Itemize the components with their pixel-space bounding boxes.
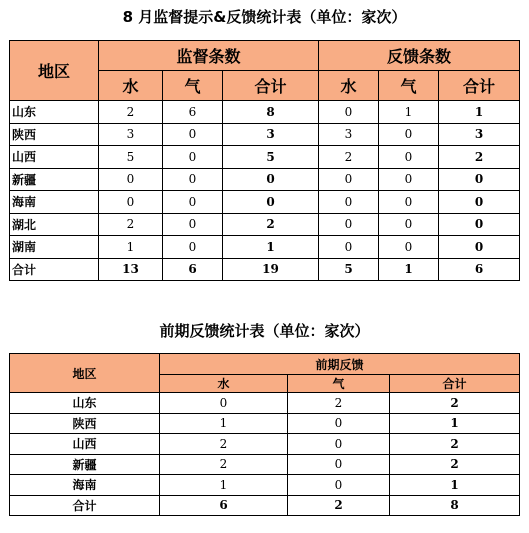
table-row — [10, 191, 520, 214]
feedback-water-cell: 2 — [319, 146, 379, 169]
supervision-water-header: 水 — [99, 71, 163, 101]
table-row — [10, 213, 520, 236]
feedback-total-cell: 3 — [439, 123, 520, 146]
supervision-air-cell: 6 — [163, 258, 223, 281]
feedback-water-cell: 3 — [319, 123, 379, 146]
table-row — [10, 434, 520, 455]
supervision-water-cell: 2 — [99, 213, 163, 236]
feedback-total-header: 合计 — [439, 71, 520, 101]
total-cell: 2 — [390, 393, 520, 414]
air-header: 气 — [288, 375, 390, 393]
feedback-air-cell: 1 — [379, 101, 439, 124]
table-row — [10, 475, 520, 496]
air-cell: 0 — [288, 454, 390, 475]
feedback-air-cell: 0 — [379, 123, 439, 146]
region-cell: 合计 — [10, 495, 160, 516]
air-cell: 2 — [288, 495, 390, 516]
feedback-air-cell: 0 — [379, 213, 439, 236]
total-header: 合计 — [390, 375, 520, 393]
total-cell: 8 — [390, 495, 520, 516]
supervision-total-cell: 0 — [223, 191, 319, 214]
feedback-air-cell: 0 — [379, 191, 439, 214]
feedback-water-cell: 0 — [319, 101, 379, 124]
region-header: 地区 — [10, 354, 160, 393]
supervision-total-cell: 8 — [223, 101, 319, 124]
total-cell: 2 — [390, 454, 520, 475]
water-cell: 2 — [160, 434, 288, 455]
previous-feedback-group-header: 前期反馈 — [160, 354, 520, 375]
feedback-air-header: 气 — [379, 71, 439, 101]
supervision-air-cell: 0 — [163, 146, 223, 169]
previous-feedback-table — [9, 353, 520, 516]
air-cell: 2 — [288, 393, 390, 414]
region-cell: 新疆 — [10, 168, 99, 191]
table-row — [10, 146, 520, 169]
region-cell: 海南 — [10, 191, 99, 214]
feedback-total-cell: 2 — [439, 146, 520, 169]
region-cell: 海南 — [10, 475, 160, 496]
supervision-air-cell: 0 — [163, 191, 223, 214]
total-cell: 1 — [390, 413, 520, 434]
feedback-total-cell: 0 — [439, 191, 520, 214]
feedback-total-cell: 0 — [439, 236, 520, 259]
table-row — [10, 495, 520, 516]
supervision-total-cell: 19 — [223, 258, 319, 281]
table1-title: 8 月监督提示&反馈统计表（单位：家次） — [122, 8, 407, 26]
table-row — [10, 454, 520, 475]
table-row — [10, 393, 520, 414]
supervision-water-cell: 5 — [99, 146, 163, 169]
feedback-group-header: 反馈条数 — [319, 41, 520, 71]
table-row — [10, 168, 520, 191]
supervision-air-cell: 0 — [163, 168, 223, 191]
supervision-air-cell: 0 — [163, 213, 223, 236]
supervision-water-cell: 0 — [99, 168, 163, 191]
water-header: 水 — [160, 375, 288, 393]
feedback-water-cell: 0 — [319, 168, 379, 191]
supervision-group-header: 监督条数 — [99, 41, 319, 71]
region-cell: 山西 — [10, 146, 99, 169]
table-row — [10, 101, 520, 124]
feedback-total-cell: 6 — [439, 258, 520, 281]
feedback-air-cell: 0 — [379, 236, 439, 259]
supervision-water-cell: 13 — [99, 258, 163, 281]
total-cell: 2 — [390, 434, 520, 455]
water-cell: 6 — [160, 495, 288, 516]
table-row — [10, 413, 520, 434]
supervision-total-cell: 3 — [223, 123, 319, 146]
region-cell: 山西 — [10, 434, 160, 455]
supervision-total-cell: 1 — [223, 236, 319, 259]
supervision-air-header: 气 — [163, 71, 223, 101]
region-cell: 山东 — [10, 101, 99, 124]
table2-title: 前期反馈统计表（单位：家次） — [159, 322, 370, 340]
air-cell: 0 — [288, 413, 390, 434]
feedback-water-cell: 5 — [319, 258, 379, 281]
region-header: 地区 — [10, 41, 99, 101]
water-cell: 2 — [160, 454, 288, 475]
region-cell: 新疆 — [10, 454, 160, 475]
table-row — [10, 123, 520, 146]
table-row — [10, 258, 520, 281]
feedback-air-cell: 0 — [379, 146, 439, 169]
region-cell: 陕西 — [10, 123, 99, 146]
region-cell: 山东 — [10, 393, 160, 414]
water-cell: 1 — [160, 475, 288, 496]
feedback-total-cell: 0 — [439, 168, 520, 191]
supervision-water-cell: 0 — [99, 191, 163, 214]
region-cell: 合计 — [10, 258, 99, 281]
air-cell: 0 — [288, 475, 390, 496]
supervision-water-cell: 2 — [99, 101, 163, 124]
feedback-total-cell: 1 — [439, 101, 520, 124]
supervision-total-header: 合计 — [223, 71, 319, 101]
feedback-water-cell: 0 — [319, 213, 379, 236]
feedback-total-cell: 0 — [439, 213, 520, 236]
feedback-air-cell: 1 — [379, 258, 439, 281]
region-cell: 湖南 — [10, 236, 99, 259]
feedback-air-cell: 0 — [379, 168, 439, 191]
water-cell: 1 — [160, 413, 288, 434]
supervision-total-cell: 5 — [223, 146, 319, 169]
total-cell: 1 — [390, 475, 520, 496]
table-row — [10, 236, 520, 259]
monthly-supervision-feedback-table — [9, 40, 520, 281]
water-cell: 0 — [160, 393, 288, 414]
supervision-total-cell: 2 — [223, 213, 319, 236]
region-cell: 陕西 — [10, 413, 160, 434]
supervision-total-cell: 0 — [223, 168, 319, 191]
region-cell: 湖北 — [10, 213, 99, 236]
feedback-water-cell: 0 — [319, 191, 379, 214]
supervision-water-cell: 1 — [99, 236, 163, 259]
supervision-water-cell: 3 — [99, 123, 163, 146]
supervision-air-cell: 0 — [163, 236, 223, 259]
air-cell: 0 — [288, 434, 390, 455]
supervision-air-cell: 0 — [163, 123, 223, 146]
feedback-water-cell: 0 — [319, 236, 379, 259]
feedback-water-header: 水 — [319, 71, 379, 101]
supervision-air-cell: 6 — [163, 101, 223, 124]
